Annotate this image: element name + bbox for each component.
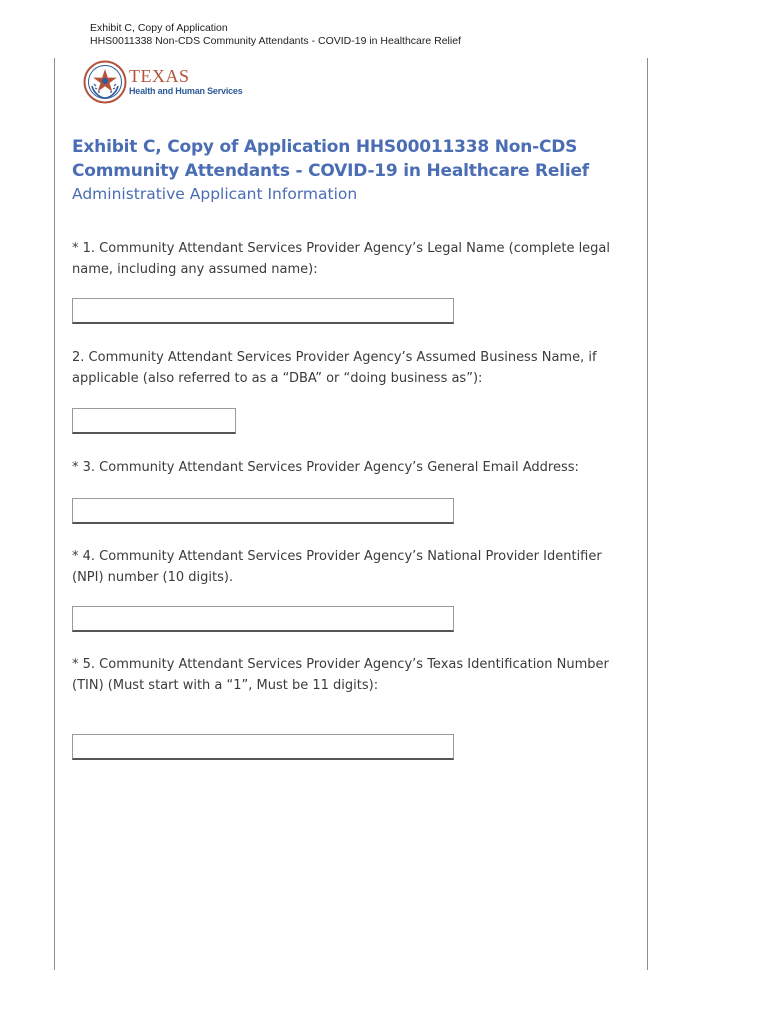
- page-header: [90, 22, 461, 48]
- logo-subtitle: Health and Human Services: [129, 86, 243, 96]
- npi-number-input[interactable]: [72, 606, 454, 632]
- page-header-line-1: Exhibit C, Copy of Application: [90, 22, 228, 34]
- question-3-label: * 3. Community Attendant Services Provider Agency’s General Email Address:: [72, 460, 579, 475]
- page-title: Exhibit C, Copy of Application HHS00011338 Non-CDS Community Attendants - COVID-19 in Healthcare Relief: [72, 137, 589, 181]
- texas-seal-icon: [83, 60, 127, 104]
- logo-wordmark: TEXAS: [129, 66, 190, 86]
- question-2-label: 2. Community Attendant Services Provider Agency’s Assumed Business Name, if applicable (also referred to as a “DBA” or “doing business as”):: [72, 350, 597, 386]
- section-title: Administrative Applicant Information: [72, 185, 358, 203]
- general-email-input[interactable]: [72, 498, 454, 524]
- texas-hhs-logo: [83, 60, 243, 104]
- frame-left-border: [54, 58, 55, 970]
- frame-right-border: [647, 58, 648, 970]
- tin-number-input[interactable]: [72, 734, 454, 760]
- legal-name-input[interactable]: [72, 298, 454, 324]
- assumed-business-name-input[interactable]: [72, 408, 236, 434]
- question-1-label: * 1. Community Attendant Services Provider Agency’s Legal Name (complete legal name, including any assumed name):: [72, 241, 611, 277]
- page-header-line-2: HHS0011338 Non-CDS Community Attendants - COVID-19 in Healthcare Relief: [90, 35, 461, 47]
- question-5-label: * 5. Community Attendant Services Provider Agency’s Texas Identification Number (TIN) (Must start with a “1”, Must be 11 digits):: [72, 657, 609, 693]
- question-4-label: * 4. Community Attendant Services Provider Agency’s National Provider Identifier (NPI) number (10 digits).: [72, 549, 602, 585]
